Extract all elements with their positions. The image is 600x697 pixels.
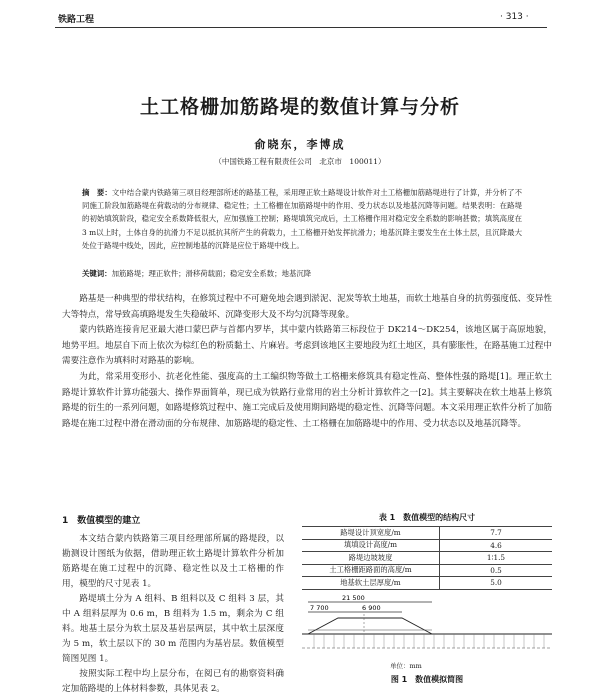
keywords bbox=[82, 268, 522, 279]
embankment-diagram bbox=[302, 592, 552, 662]
embankment-outline bbox=[308, 618, 432, 634]
table-cell-value: 1∶1.5 bbox=[440, 552, 553, 565]
intro-paragraph: 蒙内铁路连接肯尼亚最大港口蒙巴萨与首都内罗毕，其中蒙内铁路第三标段位于 DK214～DK254，该地区属于高原地貌，地势平坦。地层自下而上依次为棕红色的粉质黏土、片麻岩。考虑到该地区主要地段为红土地区，具有膨胀性，在路基施工过程中需要注意作为填料时对路基的影响。 bbox=[62, 325, 552, 367]
table-row bbox=[302, 552, 552, 565]
structure-table bbox=[302, 526, 552, 590]
dimension-label-right: 6 900 bbox=[362, 604, 381, 612]
section-paragraph: 按照实际工程中均上层分布，在阅已有的勘察资料确定加筋路堤的上体材料参数，具体见表 2。 bbox=[62, 669, 284, 694]
dimension-label-top: 21 500 bbox=[342, 594, 365, 602]
dimension-label-left: 7 700 bbox=[310, 604, 329, 612]
table-cell-name: 地基软土层厚度/m bbox=[302, 577, 440, 590]
page-number: · 313 · bbox=[500, 12, 529, 22]
section-body bbox=[62, 532, 284, 697]
figure-caption: 图 1 数值模拟简图 bbox=[390, 675, 464, 684]
table-cell-value: 5.0 bbox=[440, 577, 553, 590]
table-cell-name: 路堤设计顶宽度/m bbox=[302, 527, 440, 540]
header-rule bbox=[55, 27, 547, 28]
keywords-label: 关键词： bbox=[82, 269, 112, 278]
table-row bbox=[302, 539, 552, 552]
table-cell-name: 填填设计高度/m bbox=[302, 539, 440, 552]
keywords-text: 加筋路堤；理正软件；滑移荷载面；稳定安全系数；地基沉降 bbox=[111, 269, 312, 278]
table-cell-value: 7.7 bbox=[440, 527, 553, 540]
paper-title: 土工格栅加筋路堤的数值计算与分析 bbox=[139, 96, 460, 118]
abstract-label: 摘 要： bbox=[82, 188, 112, 197]
figure-unit: 单位：mm bbox=[390, 662, 422, 670]
table-row bbox=[302, 564, 552, 577]
intro-paragraph: 路基是一种典型的带状结构，在修筑过程中不可避免地会遇到淤泥、泥炭等软土地基，而软土地基自身的抗剪强度低、变异性大等特点，常导致高填路堤发生失稳破坏、沉降变形大及不均匀沉降等现象。 bbox=[62, 294, 552, 320]
table-cell-name: 土工格栅距路面的高度/m bbox=[302, 564, 440, 577]
table-row bbox=[302, 577, 552, 590]
paper-affiliation: （中国铁路工程有限责任公司 北京市 100011） bbox=[214, 157, 386, 166]
intro-paragraph: 为此，常采用变形小、抗老化性能、强度高的土工编织物等做土工格栅来修筑具有稳定性高、整体性强的路堤[1]。理正软土路堤计算软件计算功能强大、操作界面简单，现已成为铁路行业常用的岩土分析计算软件之一[2]。其主要解决在软土地基上修筑路堤的衍生的一系列问题，如路堤修筑过程中、施工完成后及使用期间路堤的稳定性、沉降等问题。本文采用理正软件分析了加筋路堤在施工过程中滑在滑动面的分布规律、加筋路堤的稳定性、土工格栅在加筋路堤中的作用、受力状态以及地基沉降等。 bbox=[62, 371, 552, 429]
table-cell-name: 路堤边坡坡度 bbox=[302, 552, 440, 565]
section-paragraph: 本文结合蒙内铁路第三项目经理部所属的路堤段，以勘测设计图纸为依据，借助理正软土路堤计算软件分析加筋路堤在施工过程中的沉降、稳定性以及土工格栅的作用，模型的尺寸见表 1。 bbox=[62, 534, 284, 589]
section-heading: 1 数值模型的建立 bbox=[62, 516, 141, 526]
section-paragraph: 路堤填土分为 A 组料、B 组料以及 C 组料 3 层，其中 A 组料层厚为 0.6 m，B 组料为 1.5 m，剩余为 C 组料。地基土层分为软土层及基岩层两层，其中软土层深度为 5 m，软土层以下的 30 m 范围内为基岩层。数值模型简图见图 1。 bbox=[62, 594, 284, 664]
table-row bbox=[302, 527, 552, 540]
abstract-text: 文中结合蒙内铁路第三项目经理部所述的路基工程，采用理正软土路堤设计软件对土工格栅加筋路堤进行了计算，并分析了不同施工阶段加筋路堤在荷载动的分布规律、稳定性；土工格栅在加筋路堤中的作用、受力状态以及地基沉降等问题。结果表明：在路堤的初始填筑阶段，稳定安全系数降低很大，应加强施工控制；路堤填筑完成后，土工格栅作用对稳定安全系数的影响甚微；填筑高度在3 m以上时，土体自身的抗滑力不足以抵抗其所产生的荷载力，土工格栅开始发挥抗滑力；地基沉降主要发生在土体土层，且沉降最大处位于路堤中线处，因此，应控制地基的沉降是应位于路堤中线上。 bbox=[82, 188, 522, 250]
abstract bbox=[82, 186, 522, 252]
introduction bbox=[62, 292, 552, 432]
paper-authors: 俞晓东，李博成 bbox=[254, 138, 346, 151]
table-cell-value: 4.6 bbox=[440, 539, 553, 552]
table-caption: 表 1 数值模型的结构尺寸 bbox=[378, 513, 476, 522]
drainage-piles bbox=[314, 634, 544, 648]
table-cell-value: 0.5 bbox=[440, 564, 553, 577]
journal-name: 铁路工程 bbox=[58, 15, 95, 25]
